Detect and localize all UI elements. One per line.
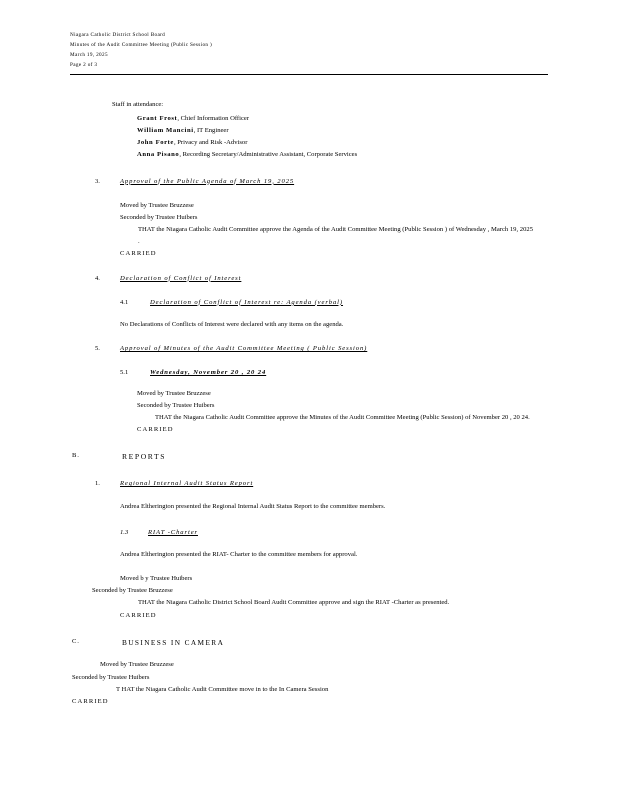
header-line-page: Page 2 of 3 <box>70 62 98 69</box>
motion-result: CARRIED <box>137 426 174 434</box>
section-letter: B. <box>72 452 80 460</box>
item-title: Approval of the Public Agenda of March 19, 2025 <box>120 177 295 185</box>
motion-result: CARRIED <box>120 250 157 258</box>
motion-result: CARRIED <box>120 611 157 619</box>
list-item <box>137 149 618 161</box>
list-item <box>137 137 618 149</box>
agenda-item-4 <box>95 273 618 285</box>
list-item <box>137 125 618 137</box>
staff-name: William Mancini <box>137 126 194 134</box>
moved-by-line: Moved by Trustee Bruzzese <box>120 201 194 209</box>
list-item <box>137 113 618 125</box>
staff-role: , Chief Information Officer <box>177 114 250 122</box>
section-b-item-1-3-body: Andrea Eltherington presented the RIAT- Charter to the committee members for approval. <box>120 550 358 558</box>
section-title: BUSINESS IN CAMERA <box>122 637 225 647</box>
item-number: 1.3 <box>120 528 129 536</box>
moved-by-line: Moved b y Trustee Huibers <box>120 575 193 583</box>
motion-block-5-1 <box>137 388 618 437</box>
agenda-item-5-1 <box>120 367 618 379</box>
item-number: 3. <box>95 177 100 185</box>
staff-heading: Staff in attendance: <box>112 100 164 108</box>
moved-by-line: Moved by Trustee Bruzzese <box>100 661 174 669</box>
staff-role: , Privacy and Risk -Advisor <box>173 139 248 147</box>
header-line-date: March 19, 2025 <box>70 52 108 59</box>
item-number: 4.1 <box>120 298 129 306</box>
section-letter: C. <box>72 637 80 645</box>
motion-text: THAT the Niagara Catholic District School Board Audit Committee approve and sign the RIAT -Charter as presented. <box>138 599 450 607</box>
staff-list <box>137 113 618 162</box>
motion-result: CARRIED <box>72 697 109 705</box>
agenda-item-3 <box>95 176 618 188</box>
section-b <box>72 450 618 464</box>
header-line-minutes: Minutes of the Audit Committee Meeting (Public Session ) <box>70 42 213 49</box>
section-title: REPORTS <box>122 452 167 462</box>
header-line-board: Niagara Catholic District School Board <box>70 32 166 38</box>
section-b-item-1 <box>95 478 618 490</box>
motion-block-in-camera <box>72 659 618 708</box>
document-body <box>0 99 618 709</box>
section-b-item-1-body: Andrea Eltherington presented the Regional Internal Audit Status Report to the committee members. <box>120 502 386 510</box>
section-c <box>72 636 618 649</box>
item-title: Regional Internal Audit Status Report <box>120 480 254 488</box>
motion-text: THAT the Niagara Catholic Audit Committee approve the Agenda of the Audit Committee Meeting (Public Session ) of Wednesday , March 19, 2025 . <box>138 226 533 246</box>
seconded-by-line: Seconded by Trustee Huibers <box>120 213 198 221</box>
motion-text: T HAT the Niagara Catholic Audit Committee move in to the In Camera Session <box>116 685 329 693</box>
seconded-by-line: Seconded by Trustee Huibers <box>72 673 150 681</box>
staff-name: John Forte <box>137 139 174 147</box>
agenda-item-4-1 <box>120 297 618 309</box>
item-title: Approval of Minutes of the Audit Committee Meeting ( Public Session) <box>120 345 368 353</box>
header-divider <box>70 74 548 75</box>
item-4-1-body: No Declarations of Conflicts of Interest were declared with any items on the agenda. <box>120 321 344 328</box>
agenda-item-5 <box>95 343 618 355</box>
moved-by-line: Moved by Trustee Bruzzese <box>137 389 211 397</box>
staff-name: Grant Frost <box>137 114 178 122</box>
item-title: Wednesday, November 20 , 20 24 <box>150 369 267 377</box>
item-number: 1. <box>95 480 100 488</box>
seconded-by-line: Seconded by Trustee Huibers <box>137 401 215 409</box>
staff-role: , IT Engineer <box>193 126 229 134</box>
seconded-by-line: Seconded by Trustee Bruzzese <box>92 587 173 595</box>
item-title: Declaration of Conflict of Interest re: Agenda (verbal) <box>150 298 344 306</box>
item-title: Declaration of Conflict of Interest <box>120 274 242 282</box>
motion-text: THAT the Niagara Catholic Audit Committee approve the Minutes of the Audit Committee Meeting (Public Session) of November 20 , 20 24. <box>155 413 530 421</box>
staff-role: , Recording Secretary/Administrative Assistant, Corporate Services <box>179 151 358 159</box>
motion-block-3 <box>120 200 618 261</box>
item-number: 5. <box>95 345 100 353</box>
item-title: RIAT -Charter <box>148 528 198 536</box>
motion-block-riat <box>92 573 618 622</box>
item-number: 4. <box>95 274 100 282</box>
section-b-item-1-3 <box>120 527 618 539</box>
item-number: 5.1 <box>120 369 129 377</box>
staff-name: Anna Pisano <box>137 151 180 159</box>
page-header <box>70 30 548 71</box>
